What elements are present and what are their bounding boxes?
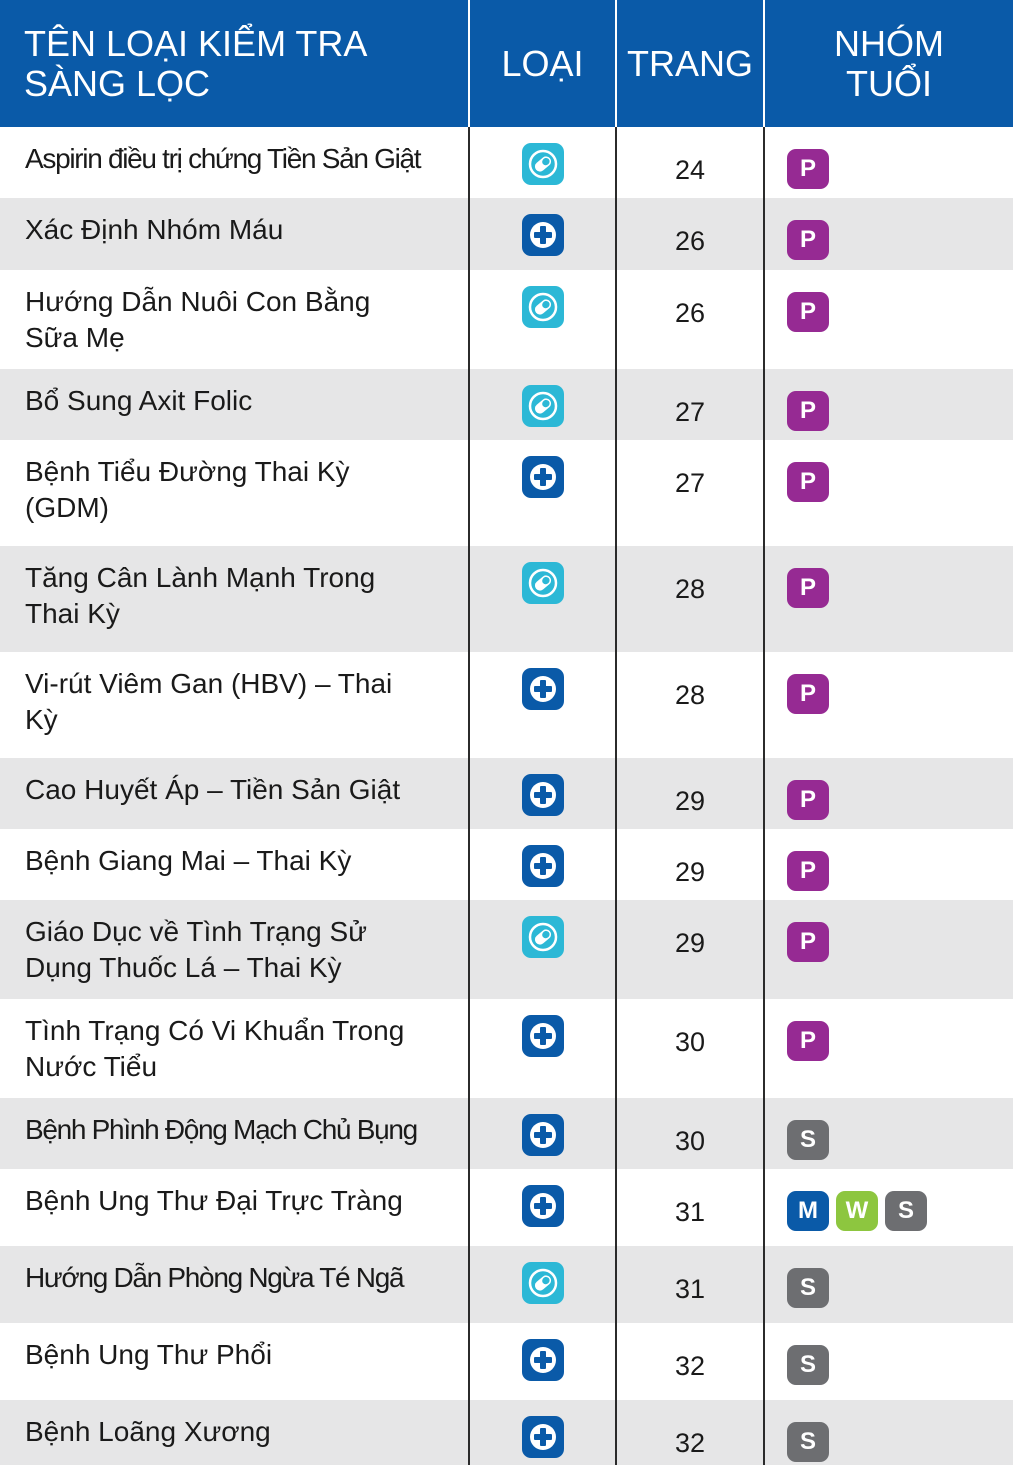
test-name: Bổ Sung Axit Folic	[25, 385, 253, 416]
test-type	[468, 652, 615, 758]
age-badge-p: P	[787, 292, 829, 332]
page-number: 30	[615, 1098, 763, 1169]
age-badge-s: S	[885, 1191, 927, 1231]
table-row	[0, 758, 1013, 829]
age-badge-w: W	[836, 1191, 878, 1231]
age-group	[763, 1400, 1013, 1465]
test-name: Cao Huyết Áp – Tiền Sản Giật	[25, 774, 401, 805]
pill-icon	[522, 385, 564, 427]
table-row	[0, 127, 1013, 198]
pill-icon	[522, 562, 564, 604]
age-group	[763, 127, 1013, 198]
table-row	[0, 1323, 1013, 1400]
age-badge-m: M	[787, 1191, 829, 1231]
table-row	[0, 1400, 1013, 1465]
test-type	[468, 900, 615, 999]
pill-icon	[522, 916, 564, 958]
test-name: Hướng Dẫn Phòng Ngừa Té Ngã	[25, 1262, 404, 1293]
age-group	[763, 369, 1013, 440]
test-type	[468, 369, 615, 440]
age-group	[763, 1323, 1013, 1400]
header-age-group: NHÓM TUỔI	[763, 0, 1013, 127]
pill-icon	[522, 286, 564, 328]
test-type	[468, 198, 615, 270]
test-type	[468, 1169, 615, 1246]
age-group	[763, 440, 1013, 546]
pill-icon	[522, 143, 564, 185]
medical-cross-icon	[522, 1185, 564, 1227]
age-group	[763, 900, 1013, 999]
page-number: 26	[615, 270, 763, 369]
test-type	[468, 999, 615, 1098]
age-group	[763, 270, 1013, 369]
test-type	[468, 1400, 615, 1465]
page-number: 29	[615, 900, 763, 999]
test-name: Bệnh Loãng Xương	[25, 1416, 271, 1447]
age-badge-p: P	[787, 674, 829, 714]
page-number: 26	[615, 198, 763, 270]
age-group	[763, 1169, 1013, 1246]
age-badge-p: P	[787, 220, 829, 260]
table-row	[0, 198, 1013, 270]
age-badge-p: P	[787, 462, 829, 502]
page-number: 29	[615, 758, 763, 829]
page-number: 28	[615, 652, 763, 758]
table-row	[0, 829, 1013, 900]
page-number: 27	[615, 440, 763, 546]
test-name: Bệnh Ung Thư Đại Trực Tràng	[25, 1185, 403, 1216]
age-badge-p: P	[787, 391, 829, 431]
table-row	[0, 546, 1013, 652]
medical-cross-icon	[522, 774, 564, 816]
age-group	[763, 546, 1013, 652]
test-name: Bệnh Tiểu Đường Thai Kỳ (GDM)	[25, 456, 350, 523]
age-badge-p: P	[787, 780, 829, 820]
page-number: 32	[615, 1400, 763, 1465]
medical-cross-icon	[522, 1015, 564, 1057]
test-name: Giáo Dục về Tình Trạng Sử Dụng Thuốc Lá – Thai Kỳ	[25, 916, 367, 983]
age-group	[763, 829, 1013, 900]
pill-icon	[522, 1262, 564, 1304]
age-badge-p: P	[787, 149, 829, 189]
age-badge-p: P	[787, 922, 829, 962]
header-type: LOẠI	[468, 0, 615, 127]
age-badge-s: S	[787, 1120, 829, 1160]
age-badge-p: P	[787, 851, 829, 891]
page-number: 31	[615, 1169, 763, 1246]
test-name: Tình Trạng Có Vi Khuẩn Trong Nước Tiểu	[25, 1015, 405, 1082]
page-number: 31	[615, 1246, 763, 1323]
age-group	[763, 652, 1013, 758]
test-name: Hướng Dẫn Nuôi Con Bằng Sữa Mẹ	[25, 286, 371, 353]
page-number: 30	[615, 999, 763, 1098]
age-group	[763, 1098, 1013, 1169]
page-number: 32	[615, 1323, 763, 1400]
table-body	[0, 127, 1013, 1465]
test-type	[468, 440, 615, 546]
test-type	[468, 1098, 615, 1169]
table-row	[0, 1246, 1013, 1323]
test-type	[468, 127, 615, 198]
test-name: Vi-rút Viêm Gan (HBV) – Thai Kỳ	[25, 668, 393, 735]
test-type	[468, 829, 615, 900]
age-badge-p: P	[787, 568, 829, 608]
table-row	[0, 1169, 1013, 1246]
age-group	[763, 999, 1013, 1098]
test-name: Bệnh Phình Động Mạch Chủ Bụng	[25, 1114, 417, 1145]
test-name: Tăng Cân Lành Mạnh Trong Thai Kỳ	[25, 562, 376, 629]
header-page: TRANG	[615, 0, 763, 127]
medical-cross-icon	[522, 845, 564, 887]
test-type	[468, 1323, 615, 1400]
table-row	[0, 999, 1013, 1098]
age-badge-s: S	[787, 1422, 829, 1462]
test-name: Xác Định Nhóm Máu	[25, 214, 284, 245]
table-row	[0, 900, 1013, 999]
page-number: 27	[615, 369, 763, 440]
age-group	[763, 198, 1013, 270]
age-badge-s: S	[787, 1345, 829, 1385]
medical-cross-icon	[522, 1416, 564, 1458]
table-row	[0, 440, 1013, 546]
medical-cross-icon	[522, 456, 564, 498]
table-row	[0, 369, 1013, 440]
test-name: Bệnh Ung Thư Phổi	[25, 1339, 273, 1370]
table-row	[0, 652, 1013, 758]
test-type	[468, 546, 615, 652]
table-row	[0, 270, 1013, 369]
header-test-name: TÊN LOẠI KIỂM TRA SÀNG LỌC	[24, 22, 368, 104]
page-number: 28	[615, 546, 763, 652]
age-group	[763, 758, 1013, 829]
medical-cross-icon	[522, 1339, 564, 1381]
page-number: 29	[615, 829, 763, 900]
table-header	[0, 0, 1013, 127]
test-name: Aspirin điều trị chứng Tiền Sản Giật	[25, 143, 421, 174]
test-type	[468, 758, 615, 829]
test-type	[468, 1246, 615, 1323]
medical-cross-icon	[522, 668, 564, 710]
table-row	[0, 1098, 1013, 1169]
test-type	[468, 270, 615, 369]
age-badge-p: P	[787, 1021, 829, 1061]
medical-cross-icon	[522, 1114, 564, 1156]
medical-cross-icon	[522, 214, 564, 256]
test-name: Bệnh Giang Mai – Thai Kỳ	[25, 845, 352, 876]
page-number: 24	[615, 127, 763, 198]
age-badge-s: S	[787, 1268, 829, 1308]
age-group	[763, 1246, 1013, 1323]
